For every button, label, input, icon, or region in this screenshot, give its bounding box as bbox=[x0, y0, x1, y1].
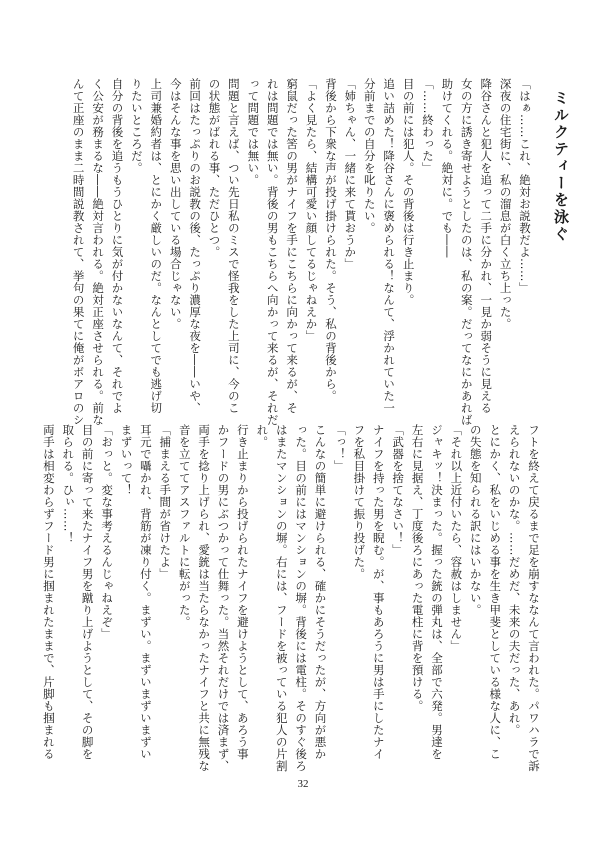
text-line: 左右に見据え、丁度後ろにあった電柱に背を預ける。 bbox=[410, 424, 425, 712]
text-line: 音を立ててアスファルトに転がった。 bbox=[177, 424, 192, 628]
text-line: れは問題では無い。背後の男もこちらへ向かって来るが、それだ bbox=[265, 78, 280, 426]
text-line: の失態を知られる訳にはいかない。 bbox=[468, 424, 483, 616]
text-line: まずいって！ bbox=[119, 424, 134, 496]
text-line: 「よく見たら、結構可愛い顔してるじゃねえか」 bbox=[304, 78, 319, 342]
text-line: 分前までの自分を叱りたい。 bbox=[362, 78, 377, 234]
text-line: 「はぁ……これ、絶対お説教だよ……」 bbox=[518, 78, 532, 294]
text-line: く公安が務まるな――絶対言われる。絶対正座させられる。前な bbox=[91, 78, 106, 426]
text-line: 「武器を捨てなさい！」 bbox=[391, 424, 406, 556]
text-line: の状態がばれる事、ただひとつ。 bbox=[207, 78, 222, 258]
text-line: かフードの男にぶつかって仕舞った。当然それだけでは済まず、 bbox=[216, 424, 231, 772]
text-line: れ。 bbox=[255, 424, 270, 448]
text-line: 深夜の住宅街に、私の溜息が白く立ち上った。 bbox=[498, 78, 513, 330]
text-line: 「……終わった」 bbox=[420, 78, 435, 174]
text-line: りたいところだ。 bbox=[129, 78, 144, 174]
text-line: 今はそんな事を思い出している場合じゃない。 bbox=[168, 78, 183, 330]
text-line: 女の方に誘き寄せようとしたのは、私の案。だってなにかあれば bbox=[459, 78, 474, 426]
text-line: 耳元で囁かれ、背筋が凍り付く。まずい。まずいまずいまずい bbox=[138, 424, 153, 760]
text-line: 助けてくれる。絶対に。でも―― bbox=[440, 78, 455, 258]
text-line: った。目の前にはマンションの塀。背後には電柱。そのすぐ後ろ bbox=[294, 424, 309, 772]
text-line: 追い詰めた！降谷さんに褒められる！なんて、浮かれていた一 bbox=[382, 78, 397, 414]
text-line: 「捕まえる手間が省けたよ」 bbox=[158, 424, 173, 580]
text-line: 両手を捻り上げられ、愛銃は当たらなかったナイフと共に無残な bbox=[197, 424, 212, 772]
text-line: 「おっと。変な事考えるんじゃねえぞ」 bbox=[100, 424, 115, 640]
text-line: とにかく、私をいじめる事を生き甲斐としている様な人に、こ bbox=[488, 424, 503, 760]
text-line: ジャキッ！決まった。握った銃の弾丸は、全部で六発。男達を bbox=[429, 424, 444, 760]
text-line: 目の前には犯人。その背後は行き止まり。 bbox=[401, 78, 416, 306]
text-line: 「姉ちゃん、一緒に来て貰おうか」 bbox=[343, 78, 358, 270]
text-line: 取られる。ひぃ……！ bbox=[61, 424, 76, 544]
text-line: 背後から下衆な声が投げ掛けられた。そう、私の背後から。 bbox=[323, 78, 338, 402]
text-line: 行き止まりから投げられたナイフを避けようとして、あろう事 bbox=[235, 424, 250, 760]
chapter-title: ミルクティーを泳ぐ bbox=[552, 90, 570, 243]
text-line: フトを終えて戻るまで足を崩すななんて言われた。パワハラで訴 bbox=[527, 424, 541, 772]
text-line: 両手は相変わらずフード男に掴まれたままで、片脚も掴まれる bbox=[41, 424, 56, 760]
text-line: えられないのかな。……だめだ、未来の夫だった、あれ。 bbox=[507, 424, 522, 736]
text-block-top bbox=[52, 78, 534, 434]
text-line: フを私目掛けて振り投げた。 bbox=[352, 424, 367, 580]
page-number: 32 bbox=[297, 778, 309, 790]
text-line: んて正座のまま二時間説教されて、挙句の果てに俺がボアロのシ bbox=[71, 78, 86, 426]
text-line: 降谷さんと犯人を追って二手に分かれ、一見か弱そうに見える bbox=[479, 78, 494, 414]
text-line: 「それ以上近付いたら、容赦はしません」 bbox=[449, 424, 464, 652]
text-line: こんなの簡単に避けられる、確かにそうだったが、方向が悪か bbox=[313, 424, 328, 760]
text-line: はまたマンションの塀。右には、フードを被っている犯人の片割 bbox=[274, 424, 289, 772]
text-block-bottom bbox=[41, 424, 543, 780]
text-line: 問題と言えば、つい先日私のミスで怪我をした上司に、今のこ bbox=[226, 78, 241, 414]
text-line: って問題では無い。 bbox=[246, 78, 261, 186]
text-line: 前回はたっぷりのお説教の後、たっぷり濃厚な夜を――いや、 bbox=[188, 78, 203, 414]
text-line: 「っ！」 bbox=[332, 424, 347, 472]
text-line: 自分の背後を追うもうひとりに気が付かないなんて、それでよ bbox=[110, 78, 125, 414]
text-line: ナイフを持った男を睨む。が、事もあろうに男は手にしたナイ bbox=[371, 424, 386, 760]
text-line: 目の前に寄って来たナイフ男を蹴り上げようとして、その脚を bbox=[80, 424, 95, 760]
text-line: 上司兼婚約者は、とにかく厳しいのだ。なんとしてでも逃げ切 bbox=[149, 78, 164, 414]
text-line: 窮鼠だった筈の男がナイフを手にこちらに向かって来るが、そ bbox=[285, 78, 300, 414]
